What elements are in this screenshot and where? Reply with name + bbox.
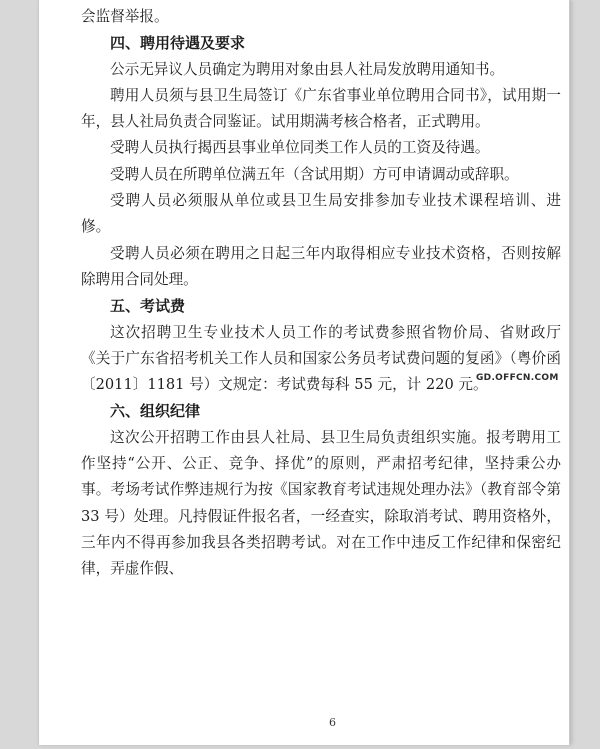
paragraph: 受聘人员在所聘单位满五年（含试用期）方可申请调动或辞职。 [110,165,519,183]
paragraph: 受聘人员必须服从单位或县卫生局安排参加专业技术课程培训、进修。 [81,192,561,236]
watermark: GD.OFFCN.COM [476,373,559,383]
paragraph: 受聘人员必须在聘用之日起三年内取得相应专业技术资格，否则按解除聘用合同处理。 [81,244,561,288]
paragraph: 这次招聘卫生专业技术人员工作的考试费参照省物价局、省财政厅《关于广东省招考机关工作人员和国家公务员考试费问题的复函》（粤价函〔2011〕1181 号）文规定：考试费每科 55 元，计 220 元。 [81,323,561,394]
section-heading-6: 六、组织纪律 [110,402,201,421]
page-content [81,4,561,583]
paragraph: 受聘人员执行揭西县事业单位同类工作人员的工资及待遇。 [110,139,490,157]
section-heading-5: 五、考试费 [110,297,186,316]
page-number: 6 [329,716,336,729]
paragraph: 这次公开招聘工作由县人社局、县卫生局负责组织实施。报考聘用工作坚持“公开、公正、竞争、择优”的原则，严肃招考纪律，坚持秉公办事。考场考试作弊违规行为按《国家教育考试违规处理办法》（教育部令第 33 号）处理。凡持假证件报名者，一经查实，除取消考试、聘用资格外，三年内不得再参加我县各类招聘考试。对在工作中违反工作纪律和保密纪律，弄虚作假、 [81,428,561,578]
paragraph: 公示无异议人员确定为聘用对象由县人社局发放聘用通知书。 [110,60,505,78]
lead-line: 会监督举报。 [81,8,169,25]
paragraph: 聘用人员须与县卫生局签订《广东省事业单位聘用合同书》，试用期一年，县人社局负责合同鉴证。试用期满考核合格者，正式聘用。 [81,86,561,131]
section-heading-4: 四、聘用待遇及要求 [110,34,246,53]
